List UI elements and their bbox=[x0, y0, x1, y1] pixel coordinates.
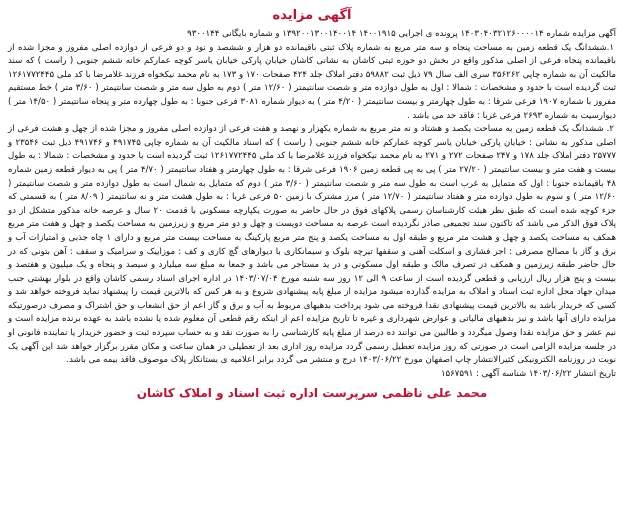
signature: محمد علی ناظمی سرپرست اداره ثبت اسناد و املاک کاشان bbox=[136, 386, 488, 401]
notice-paragraph-2: ۲. ششدانگ یک قطعه زمین به مساحت یکصد و هشتاد و نه متر مربع به شماره یکهزار و نهصد و هفت فرعی از دوازده اصلی مفروز و مجزا شده از چهل و هشت فرعی از اصلی مذکور به نشانی : خیابان پارکی خیابان یاسر کوچه عمارکم خانه ششم جنوبی ( راست ) که اسناد مالکیت آن به شماره چاپی ۴۹۱۷۴۵ و ۴۹۱۷۴۶ ذیل ثبت ۲۳۵۴۶ و ۲۵۷۷۷ دفتر املاک جلد ۱۷۸ و ۲۴۷ صفحات ۲۷۲ و ۲۷۱ به نام محمد نیکخواه فرزند غلامرضا با کد ملی ۱۲۶۱۷۷۲۴۴۵ ثبت گردیده است با حدود و مشخصات : شمالا : به طول بیست و هفت متر و بیست سانتیمتر ( ۲۷/۲۰ متر ) پی به پی قطعه زمین ۱۹۰۶ فرعی شرقا : به طول چهارمتر و هفتاد سانتیمتر ( ۴/۷۰ متر ) پی به دیوار قطعه زمین شماره ۴۸ باقیمانده جنوبا : اول که متمایل به غرب است به طول سه متر و شصت سانتیمتر ( ۳/۶۰ متر ) دوم که متمایل به شمال است به طول دوازده متر و شصت سانتیمتر ( ۱۲/۶۰ متر ) و سوم به طول دوازده متر و هفتاد سانتیمتر ( ۱۲/۷۰ متر ) مرز مشترک با زمین ۵۰ فرعی غربا : به طول هشت متر و نه سانتیمتر ( ۸/۰۹ متر ) به قسمتی که جزء کوچه شده است که طبق نظر هیئت کارشناسان رسمی پلاکهای فوق در حال حاضر به صورت یکپارچه مسکونی با قدمت ۲۰ سال و عرصه خانه مذکور متشکل از دو پلاک فوق الذکر می باشد که تاکنون سند تجمیعی صادر نگردیده است عرصه به مساحت دویست و چهل و دو متر مربع و زیرزمین به مساحت یکصد و چهل و هفت متر مربع همکف به مساحت یکصد و چهل و هشت متر مربع و طبقه اول به مساحت یکصد و پنج متر مربع پارکینگ به مساحت بیست متر مربع و دارای ۱ چاه جذبی و امتیازات آب و برق و گاز با مصالح مصرفی : اجر فشاری و اسکلت آهنی و سقفها تیرچه بلوک و سیمانکاری با دیوارهای گچ کاری و کف : موزاییک و سرامیک و سقف : آهن بتونی که در حال حاضر طبقه زیرزمین و همکف در تصرف مالک و طبقه اول مسکونی و در ید مستاجر می باشد و جمعا به مبلغ سه میلیارد و سیصد و پنجاه و یک میلیون و هفتصد و بیست و پنج هزار ریال ارزیابی و قطعی گردیده است از ساعت ۹ الی ۱۲ روز سه شنبه مورخ ۱۴۰۳/۰۷/۰۴ در اداره اجرای اسناد رسمی کاشان واقع در بلوار بهشتی جنب میدان جهاد محل اداره ثبت اسناد و املاک به مزایده گذارده میشود مزایده از مبلغ پایه پیشنهادی شروع و به هر کس که بالاترین قیمت را پیشنهاد نماید فروخته خواهد شد و کسی که خریدار باشد به بالاترین قیمت پیشنهادی نقدا فروخته می شود پرداخت بدهیهای مربوط به آب و برق و گاز اعم از حق انشعاب و حق اشتراک و مصرف درصورتیکه مزایده دارای آنها باشد و نیز بدهیهای مالیاتی و عوارض شهرداری و غیره تا تاریخ مزایده اعم از اینکه رقم قطعی آن معلوم شده یا نشده باشد به عهده برنده مزایده است و نیم عشر و حق مزایده نقدا وصول میگردد و طالبین می توانند ده درصد از مبلغ پایه کارشناسی را به صورت نقد و به حساب سپرده ثبت و حضور خریدار یا نماینده قانونی او در جلسه مزایده الزامی است در صورتی که روز مزایده تعطیل رسمی گردد مزایده روز اداری بعد از تعطیلی در همان ساعت و مکان مقرر برگزار خواهد شد این آگهی یک نوبت در روزنامه الکترونیکی کثیرالانتشار چاپ اصفهان مورخ ۱۴۰۳/۰۶/۲۲ درج و منتشر می گردد برابر اعلامیه ی بستانکار پلاک موصوف فاقد بیمه می باشد. bbox=[8, 124, 617, 366]
notice-paragraph-1: ۱.ششدانگ یک قطعه زمین به مساحت پنجاه و سه متر مربع به شماره پلاک ثبتی باقیمانده دو هزار و ششصد و نود و دو فرعی از دوازده اصلی مفروز و مجزا شده از باقیمانده پنجاه فرعی از اصلی مذکور واقع در بخش دو حوزه ثبتی کاشان به نشانی کاشان خیابان پارکی خیابان یاسر کوچه عمارکم خانه ششم جنوبی ( راست ) که سند مالکیت آن به شماره چاپی ۳۵۶۲۶۲ سری الف سال ۷۹ ذیل ثبت ۵۹۸۸۲ دفتر املاک جلد ۴۲۴ صفحات ۱۷۰ و ۱۷۳ به نام محمد نیکخواه فرزند غلامرضا با کد ملی ۱۲۶۱۷۷۲۴۴۵ ثبت گردیده است با حدود و مشخصات : شمالا : اول به طول دوازده متر و شصت سانتیمتر ( ۱۲/۶۰ متر ) دوم به طول سه متر و شصت سانتیمتر ( ۳/۶۰ متر ) خط مستقیم مفروز با شماره ۱۹۰۷ فرعی شرقا : به طول چهارمتر و بیست سانتیمتر ( ۴/۲۰ متر ) به دیوار شماره ۳۰۸۱ فرعی جنوبا : به طول چهارده متر و پنجاه سانتیمتر ( ۱۴/۵۰ متر ) دیوارسیت به شماره ۲۶۹۳ فرعی غربا : فاقد حد می باشد . bbox=[8, 42, 616, 121]
notice-header: آگهی مزایده شماره ۱۴۰۳۰۴۰۳۲۱۲۶۰۰۰۰۱۴ پرونده ی اجرایی ۱۴۰۰۱۹۱۵ ۱۳۹۲۰۰۱۳۰۰۱۴۰۰۱۴ و شماره بایگانی ۹۳۰۰۱۴۴ bbox=[187, 29, 616, 39]
publication-date-line: تاریخ انتشار ۱۴۰۳/۰۶/۲۲ شناسه آگهی : ۱۵۶۷۵۹۱ bbox=[440, 368, 616, 379]
notice-title: آگهی مزایده bbox=[272, 8, 352, 23]
